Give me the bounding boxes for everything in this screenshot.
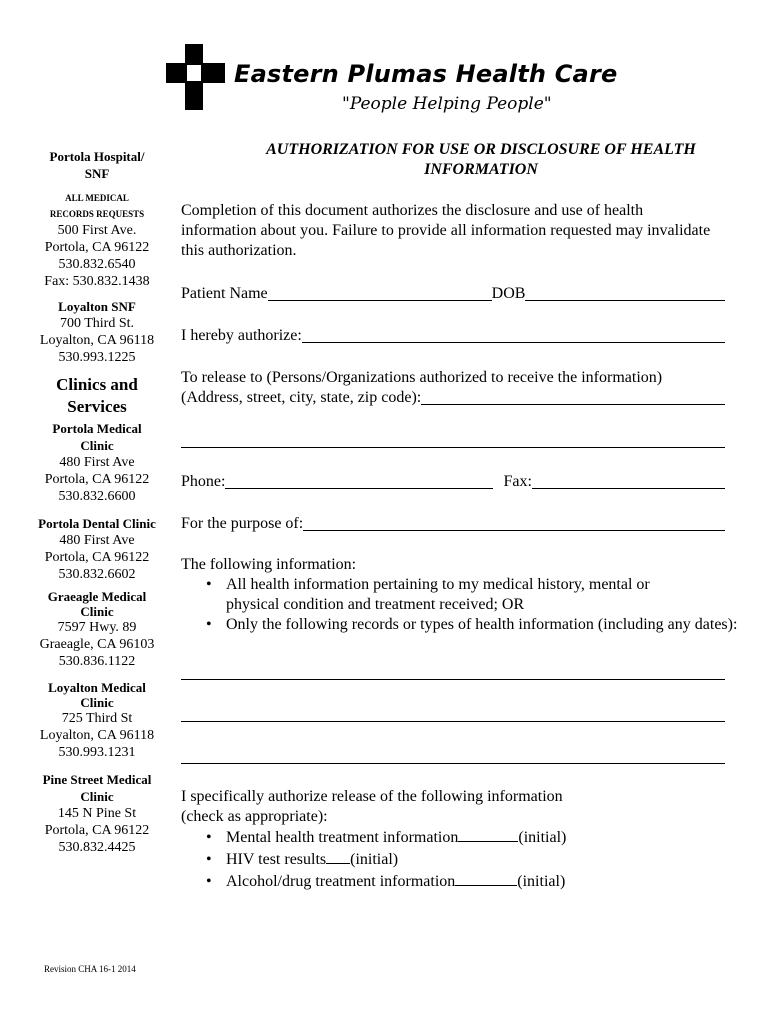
loyalton-snf-name: Loyalton SNF — [58, 299, 136, 314]
fax-field[interactable] — [532, 472, 725, 489]
portola-hospital-fax: Fax: 530.832.1438 — [44, 274, 150, 289]
clinic-city: Graeagle, CA 96103 — [39, 637, 155, 652]
address-field[interactable] — [421, 388, 725, 405]
patient-row — [181, 284, 725, 304]
brand-tagline: "People Helping People" — [342, 94, 552, 114]
clinic-name: Pine Street Medical Clinic — [42, 772, 152, 804]
clinic-block — [30, 589, 164, 670]
specific-items-list — [181, 827, 741, 893]
header-logo — [166, 44, 616, 124]
clinic-phone: 530.993.1231 — [58, 745, 136, 760]
authorize-row — [181, 326, 725, 346]
portola-hospital-phone: 530.832.6540 — [58, 257, 136, 272]
patient-name-field[interactable] — [268, 284, 492, 301]
initial-field[interactable] — [455, 871, 517, 886]
clinic-phone: 530.832.6602 — [58, 567, 136, 582]
clinic-city: Portola, CA 96122 — [44, 550, 150, 565]
clinic-block — [30, 420, 164, 505]
clinic-street: 725 Third St — [61, 711, 133, 726]
specific-label-line2: (check as appropriate): — [181, 808, 328, 825]
patient-name-label: Patient Name — [181, 285, 268, 302]
clinic-street: 7597 Hwy. 89 — [57, 620, 137, 635]
authorize-field[interactable] — [302, 326, 725, 343]
brand-name: Eastern Plumas Health Care — [234, 60, 618, 88]
list-item — [226, 871, 741, 893]
purpose-row — [181, 514, 725, 534]
item-suffix: (initial) — [350, 851, 399, 868]
loyalton-snf-phone: 530.993.1225 — [58, 350, 136, 365]
clinic-city: Portola, CA 96122 — [44, 472, 150, 487]
list-item — [226, 849, 741, 871]
list-item: • Only the following records or types of health information (including any dates): — [226, 615, 746, 635]
clinic-street: 145 N Pine St — [57, 806, 137, 821]
revision-note: Revision CHA 16-1 2014 — [44, 964, 136, 974]
clinic-block — [30, 515, 164, 583]
clinic-city: Portola, CA 96122 — [44, 823, 150, 838]
locations-sidebar — [30, 148, 164, 856]
portola-hospital-city: Portola, CA 96122 — [44, 240, 150, 255]
specific-authorization-section — [181, 787, 741, 893]
dob-field[interactable] — [525, 284, 725, 301]
intro-text: Completion of this document authorizes the disclosure and use of health information about you. Failure to provide all information requested may invalidate this authorization. — [181, 202, 711, 259]
records-field-line2[interactable] — [181, 720, 725, 722]
portola-hospital-name: Portola Hospital/ SNF — [49, 149, 145, 181]
address-label: (Address, street, city, state, zip code): — [181, 389, 422, 406]
fax-label: Fax: — [503, 473, 532, 490]
initial-field[interactable] — [326, 849, 350, 864]
release-to-label: To release to (Persons/Organizations authorized to receive the information) — [181, 369, 663, 386]
records-field-line3[interactable] — [181, 762, 725, 764]
records-requests-line1: ALL MEDICAL — [65, 193, 129, 203]
clinic-phone: 530.832.6600 — [58, 489, 136, 504]
loyalton-snf-block — [30, 298, 164, 366]
item-label: Mental health treatment information — [226, 829, 459, 846]
address-row — [181, 388, 725, 408]
list-item: • All health information pertaining to my medical history, mental or physical condition and treatment received; OR — [226, 575, 706, 615]
records-requests-line2: RECORDS REQUESTS — [49, 209, 145, 219]
phone-fax-row — [181, 472, 725, 492]
portola-hospital-street: 500 First Ave. — [57, 223, 137, 238]
clinic-phone: 530.836.1122 — [58, 654, 136, 669]
form-title: AUTHORIZATION FOR USE OR DISCLOSURE OF HEALTH INFORMATION — [266, 141, 696, 178]
clinic-name: Portola Dental Clinic — [38, 516, 156, 531]
item-suffix: (initial) — [518, 829, 567, 846]
form-body — [181, 140, 741, 890]
clinic-street: 480 First Ave — [59, 533, 135, 548]
phone-label: Phone: — [181, 473, 226, 490]
following-info-label: The following information: — [181, 556, 357, 573]
clinic-phone: 530.832.4425 — [58, 840, 136, 855]
authorize-label: I hereby authorize: — [181, 327, 302, 344]
loyalton-snf-street: 700 Third St. — [59, 316, 135, 331]
loyalton-snf-city: Loyalton, CA 96118 — [39, 333, 155, 348]
info-options-list — [181, 575, 741, 635]
purpose-field[interactable] — [303, 514, 725, 531]
item-suffix: (initial) — [517, 873, 566, 890]
clinic-block — [30, 771, 164, 856]
item-label: HIV test results — [226, 851, 327, 868]
cross-logo-icon — [166, 44, 230, 114]
purpose-label: For the purpose of: — [181, 515, 304, 532]
clinic-city: Loyalton, CA 96118 — [39, 728, 155, 743]
list-item — [226, 827, 741, 849]
portola-hospital-block — [30, 148, 164, 290]
records-field-line1[interactable] — [181, 678, 725, 680]
item-label: Alcohol/drug treatment information — [226, 873, 456, 890]
clinic-name: Portola Medical Clinic — [52, 421, 142, 453]
clinic-block — [30, 680, 164, 761]
phone-field[interactable] — [225, 472, 493, 489]
following-info-section — [181, 555, 741, 635]
initial-field[interactable] — [458, 827, 518, 842]
address-field-line2[interactable] — [181, 446, 725, 448]
clinic-name: Loyalton Medical Clinic — [48, 680, 146, 710]
dob-label: DOB — [491, 285, 526, 302]
clinic-street: 480 First Ave — [59, 455, 135, 470]
specific-label-line1: I specifically authorize release of the following information — [181, 788, 563, 805]
clinics-heading: Clinics and Services — [56, 375, 138, 416]
clinic-name: Graeagle Medical Clinic — [47, 589, 147, 619]
